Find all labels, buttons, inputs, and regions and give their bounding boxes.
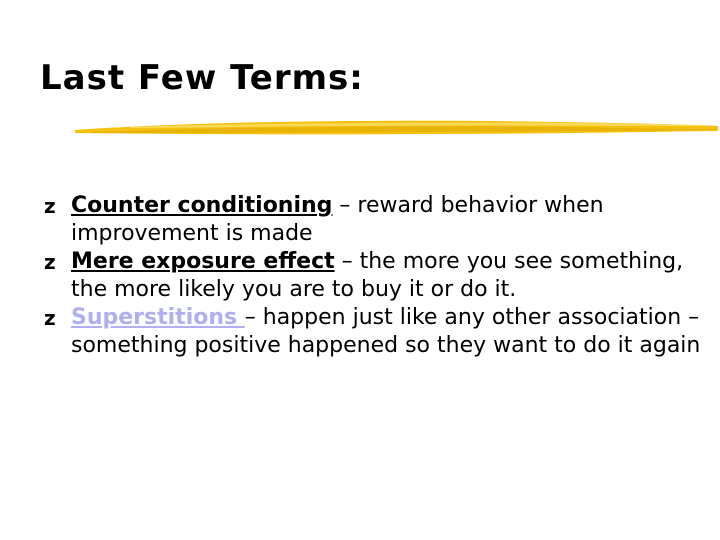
definition-superstitions: – happen just like any other association – something positive happened so they want to do it again	[71, 305, 701, 358]
bullet-superstitions	[44, 304, 704, 360]
bullet-mere-exposure-effect	[44, 248, 704, 304]
definition-counter-conditioning: – reward behavior when improvement is made	[71, 193, 604, 246]
term-superstitions-link[interactable]: Superstitions	[71, 305, 245, 330]
definition-mere-exposure-effect: – the more you see something, the more likely you are to buy it or do it.	[71, 249, 684, 302]
bullet-counter-conditioning	[44, 192, 704, 248]
bullet-marker-icon: z	[44, 194, 56, 218]
bullet-marker-icon: z	[44, 250, 56, 274]
bullet-list	[44, 192, 704, 360]
bullet-marker-icon: z	[44, 306, 56, 330]
title-underline-brushstroke	[70, 112, 720, 142]
term-counter-conditioning: Counter conditioning	[71, 193, 333, 218]
slide-title: Last Few Terms:	[40, 58, 364, 98]
term-mere-exposure-effect: Mere exposure effect	[71, 249, 335, 274]
